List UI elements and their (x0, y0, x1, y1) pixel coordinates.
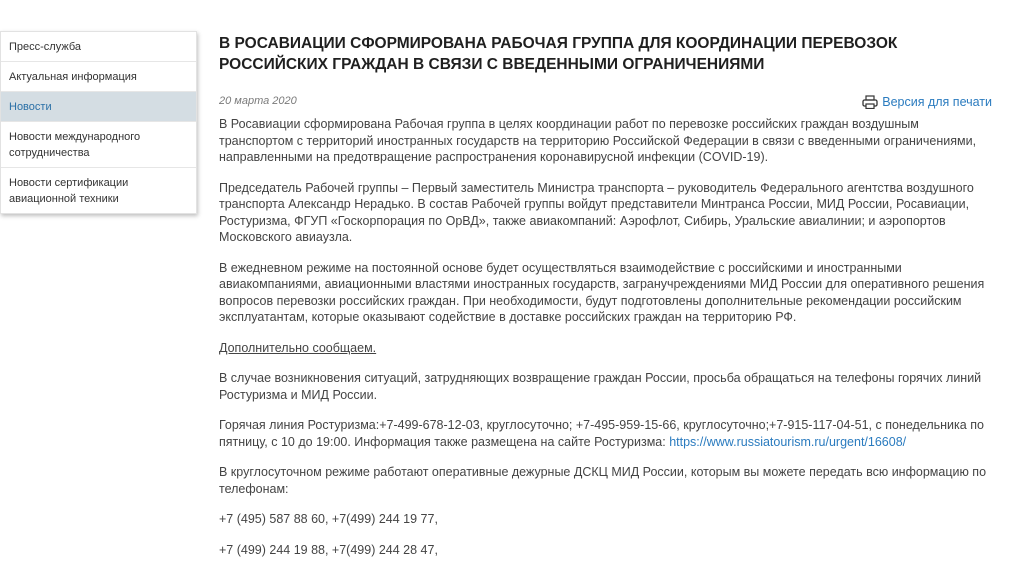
paragraph: В ежедневном режиме на постоянной основе будет осуществляться взаимодействие с российскими и иностранными авиакомпаниями, авиационными властями иностранных государств, загранучреждениями МИД России для оперативного решения вопросов перевозки российских граждан. При необходимости, будут подготовлены дополнительные рекомендации российским эксплуатантам, которые оказывают содействие в доставке российских граждан на территорию РФ. (219, 260, 985, 324)
article-meta (219, 95, 994, 115)
sidebar-item-press-service[interactable]: Пресс-служба (1, 32, 196, 62)
printer-icon (862, 95, 878, 109)
sidebar-item-current-info[interactable]: Актуальная информация (1, 62, 196, 92)
phone-line: +7 (495) 587 88 60, +7(499) 244 19 77, (219, 512, 438, 526)
article-body (219, 116, 994, 558)
article (219, 33, 994, 572)
phone-line: +7 (499) 244 19 88, +7(499) 244 28 47, (219, 542, 438, 557)
article-date: 20 марта 2020 (219, 95, 297, 107)
paragraph-additional-note: Дополнительно сообщаем. (219, 340, 377, 355)
article-title: В РОСАВИАЦИИ СФОРМИРОВАНА РАБОЧАЯ ГРУППА ДЛЯ КООРДИНАЦИИ ПЕРЕВОЗОК РОССИЙСКИХ ГРАЖДАН В СВЯЗИ С ВВЕДЕННЫМИ ОГРАНИЧЕНИЯМИ (219, 35, 898, 73)
sidebar-item-news[interactable]: Новости (1, 92, 196, 122)
sidebar-nav (0, 31, 197, 214)
sidebar-item-certification-news[interactable]: Новости сертификации авиационной техники (9, 177, 129, 205)
paragraph: Председатель Рабочей группы – Первый заместитель Министра транспорта – руководитель Федерального агентства воздушного транспорта Александр Нерадько. В состав Рабочей группы войдут представители Минтранса России, МИД России, Росавиации, Ростуризма, ФГУП «Госкорпорация по ОрВД», также авиакомпаний: Аэрофлот, Сибирь, Уральские авиалинии; и аэропортов Московского авиаузла. (219, 180, 974, 244)
russiatourism-link[interactable]: https://www.russiatourism.ru/urgent/16608/ (669, 434, 907, 449)
paragraph: В случае возникновения ситуаций, затрудняющих возвращение граждан России, просьба обращаться на телефоны горячих линий Ростуризма и МИД России. (219, 371, 982, 402)
paragraph: В Росавиации сформирована Рабочая группа в целях координации работ по перевозке российских граждан воздушным транспортом с территорий иностранных государств на территорию Российской Федерации в связи с введенными ограничениями, направленными на предотвращение распространения коронавирусной инфекции (COVID-19). (219, 117, 977, 164)
print-version-label: Версия для печати (882, 95, 992, 109)
paragraph-hotline (219, 417, 994, 450)
print-version-link[interactable] (862, 95, 992, 109)
hotline-text: Горячая линия Ростуризма:+7-499-678-12-03, круглосуточно; +7-495-959-15-66, круглосуточно;+7-915-117-04-51, с понедельника по пятницу, с 10 до 19:00. Информация также размещена на сайте Ростуризма: (219, 418, 984, 449)
sidebar-item-international-news[interactable]: Новости международного сотрудничества (1, 122, 196, 168)
paragraph: В круглосуточном режиме работают оперативные дежурные ДСКЦ МИД России, которым вы можете передать всю информацию по телефонам: (219, 465, 987, 496)
